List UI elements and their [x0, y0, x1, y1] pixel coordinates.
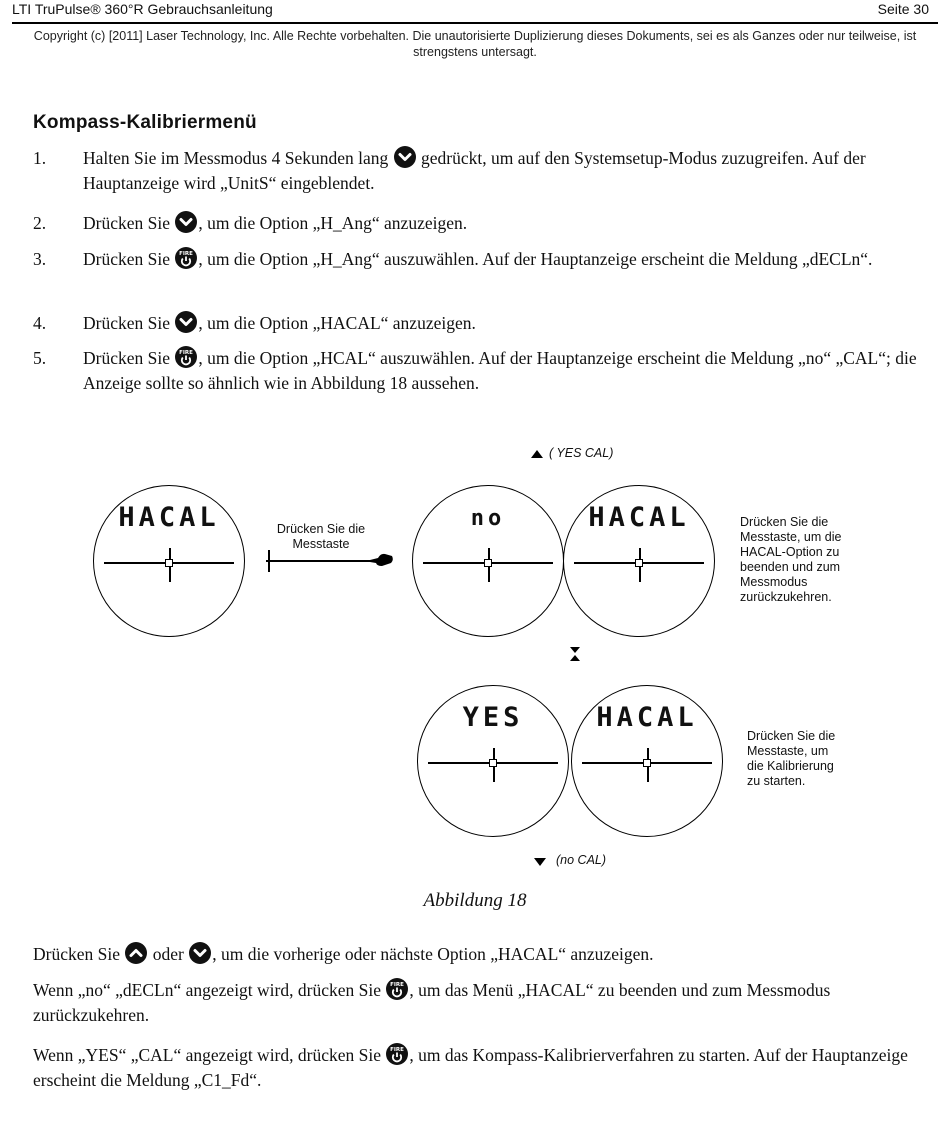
lcd-readout: YES	[462, 702, 524, 733]
step-text: Drücken Sie	[83, 348, 170, 368]
paragraph-text: , um die vorherige oder nächste Option „HACAL“ anzuzeigen.	[212, 944, 654, 964]
arrow-line	[266, 560, 374, 562]
fire-power-icon	[386, 978, 408, 1000]
yes-cal-label: ( YES CAL)	[549, 446, 614, 460]
press-label-line: Drücken Sie die	[276, 522, 366, 536]
paragraph-text: , um das Kompass-Kalibrierverfahren zu starten. Auf der Hauptanzeige erscheint die Meldung „C1_Fd“.	[33, 1045, 908, 1090]
no-cal-label: (no CAL)	[556, 853, 607, 867]
crosshair-icon	[165, 559, 173, 567]
svg-text:FIRE: FIRE	[179, 251, 194, 257]
paragraph-text: Wenn „YES“ „CAL“ angezeigt wird, drücken Sie	[33, 1045, 381, 1065]
crosshair-icon	[484, 559, 492, 567]
step-text: Drücken Sie	[83, 213, 170, 233]
note-line: Messtaste, um	[747, 744, 829, 758]
svg-text:FIRE: FIRE	[390, 982, 405, 988]
note-line: zurückzukehren.	[740, 590, 832, 604]
fire-power-icon	[175, 346, 197, 368]
figure-caption: Abbildung 18	[423, 890, 527, 911]
step-number: 4.	[33, 313, 47, 333]
triangle-up-icon	[530, 448, 544, 460]
note-line: Drücken Sie die	[747, 729, 836, 743]
note-line: die Kalibrierung	[747, 759, 834, 773]
step-text: gedrückt, um auf den Systemsetup-Modus zuzugreifen. Auf der Hauptanzeige wird „UnitS“ eingeblendet.	[83, 148, 866, 193]
chevron-down-icon	[189, 942, 211, 964]
paragraph-start	[33, 1043, 933, 1093]
lcd-display-hacal-2	[563, 485, 715, 637]
paragraph-text: oder	[152, 944, 184, 964]
step-text: Halten Sie im Messmodus 4 Sekunden lang	[83, 148, 389, 168]
lcd-readout: HACAL	[118, 502, 220, 533]
step-text: , um die Option „HCAL“ auszuwählen. Auf der Hauptanzeige erscheint die Meldung „no“ „CAL“; die Anzeige sollte so ähnlich wie in Abbildung 18 aussehen.	[83, 348, 917, 393]
step-number: 2.	[33, 213, 47, 233]
paragraph-text: Wenn „no“ „dECLn“ angezeigt wird, drücken Sie	[33, 980, 381, 1000]
step-text: , um die Option „H_Ang“ anzuzeigen.	[198, 213, 468, 233]
press-label-line: Messtaste	[292, 537, 350, 551]
note-line: HACAL-Option zu	[740, 545, 840, 559]
step-text: Drücken Sie	[83, 313, 170, 333]
step-text: , um die Option „H_Ang“ auszuwählen. Auf der Hauptanzeige erscheint die Meldung „dECLn“.	[198, 249, 873, 269]
lcd-display-no	[412, 485, 564, 637]
lcd-display-hacal-3	[571, 685, 723, 837]
paragraph-text: , um das Menü „HACAL“ zu beenden und zum Messmodus zurückzukehren.	[33, 980, 831, 1025]
step-number: 1.	[33, 148, 47, 168]
paragraph-text: Drücken Sie	[33, 944, 120, 964]
fire-power-icon	[386, 1043, 408, 1065]
step-number: 3.	[33, 249, 47, 269]
lcd-display-yes	[417, 685, 569, 837]
chevron-up-icon	[125, 942, 147, 964]
step-number: 5.	[33, 348, 47, 368]
document-header-title: LTI TruPulse® 360°R Gebrauchsanleitung	[12, 1, 273, 17]
lcd-display-hacal	[93, 485, 245, 637]
note-line: Messtaste, um die	[740, 530, 842, 544]
lcd-readout: HACAL	[588, 502, 690, 533]
step-text: Drücken Sie	[83, 249, 170, 269]
note-line: Messmodus	[740, 575, 808, 589]
svg-text:FIRE: FIRE	[390, 1047, 405, 1053]
header-divider	[12, 22, 938, 24]
crosshair-icon	[489, 759, 497, 767]
lcd-readout: no	[470, 506, 506, 531]
note-line: beenden und zum	[740, 560, 841, 574]
step-text: , um die Option „HACAL“ anzuzeigen.	[198, 313, 476, 333]
note-start-calibration	[747, 729, 835, 789]
pointing-hand-icon	[368, 550, 394, 570]
paragraph-exit	[33, 978, 933, 1028]
note-line: zu starten.	[747, 774, 806, 788]
crosshair-icon	[635, 559, 643, 567]
note-line: Drücken Sie die	[740, 515, 829, 529]
paragraph-navigate	[33, 942, 933, 967]
triangle-down-icon	[533, 856, 547, 868]
chevron-down-icon	[394, 146, 416, 168]
fire-power-icon	[175, 247, 197, 269]
svg-text:FIRE: FIRE	[179, 350, 194, 356]
arrow-tail-tick	[268, 550, 270, 572]
crosshair-icon	[643, 759, 651, 767]
page-number: Seite 30	[877, 1, 929, 17]
chevron-down-icon	[175, 211, 197, 233]
note-exit-hacal	[740, 515, 841, 605]
up-down-toggle-icon	[568, 646, 582, 662]
press-fire-label	[256, 522, 386, 552]
section-title: Kompass-Kalibriermenü	[33, 112, 257, 133]
lcd-readout: HACAL	[596, 702, 698, 733]
chevron-down-icon	[175, 311, 197, 333]
copyright-notice: Copyright (c) [2011] Laser Technology, Inc. Alle Rechte vorbehalten. Die unautorisierte Duplizierung dieses Dokuments, sei es als Ganzes oder nur teilweise, ist strengstens untersagt.	[33, 29, 917, 59]
